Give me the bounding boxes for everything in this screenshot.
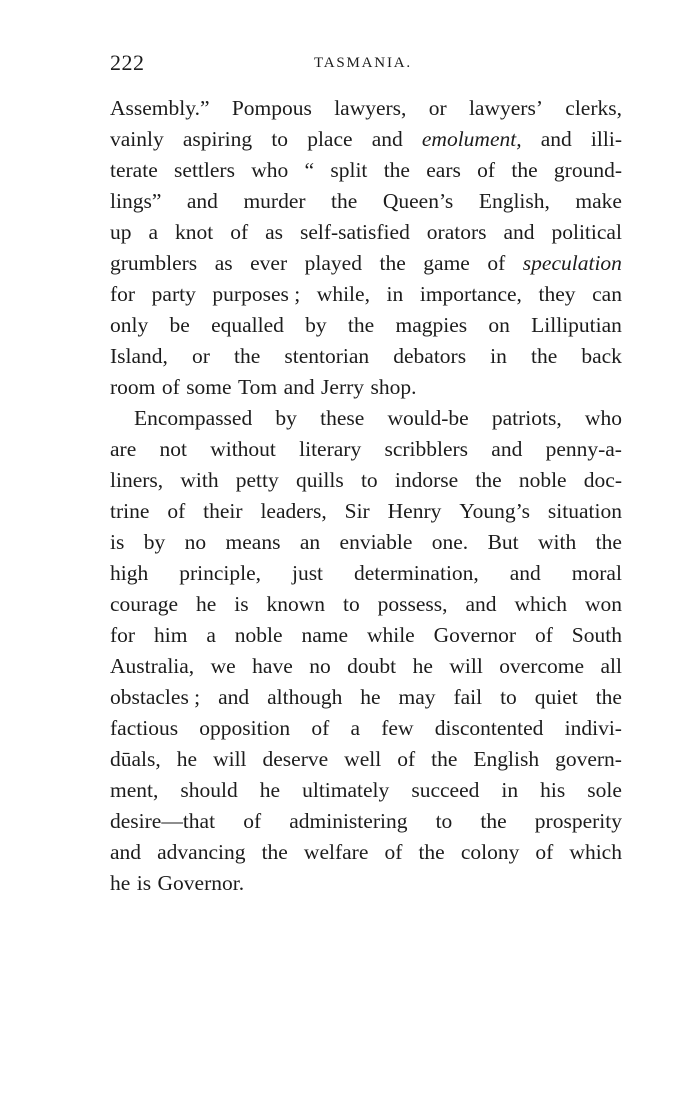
word: and — [465, 592, 497, 616]
word: just — [291, 561, 324, 585]
word: terate — [110, 158, 158, 182]
word: party — [151, 282, 196, 306]
text-line — [110, 620, 622, 651]
text-line — [110, 589, 622, 620]
word: back — [581, 344, 622, 368]
text-line — [110, 279, 622, 310]
word: importance, — [419, 282, 522, 306]
word: for — [110, 623, 136, 647]
word: obstacles ; — [110, 685, 201, 709]
word: or — [192, 344, 210, 368]
word: place — [307, 127, 353, 151]
word: ever — [250, 251, 288, 275]
word: grumblers — [110, 251, 198, 275]
word: of — [167, 499, 186, 523]
word: Assembly.” — [110, 96, 210, 120]
word: Sir — [344, 499, 370, 523]
word: no — [309, 654, 331, 678]
word: his — [540, 778, 566, 802]
text-line — [110, 372, 622, 403]
word: leaders, — [260, 499, 327, 523]
word: purposes ; — [212, 282, 301, 306]
word: he — [176, 747, 198, 771]
word: murder — [243, 189, 306, 213]
word: to — [271, 127, 289, 151]
word: and — [491, 437, 523, 461]
word: Pompous — [231, 96, 312, 120]
word: indivi- — [564, 716, 622, 740]
word: he — [195, 592, 217, 616]
text-line — [110, 341, 622, 372]
word: although — [267, 685, 343, 709]
word: and — [110, 840, 142, 864]
word: not — [159, 437, 187, 461]
word: are — [110, 437, 137, 461]
word: an — [299, 530, 321, 554]
text-line — [110, 558, 622, 589]
word: scribblers — [384, 437, 469, 461]
word: opposition — [199, 716, 291, 740]
word: he — [259, 778, 281, 802]
word: the — [480, 809, 507, 833]
word: “ — [304, 158, 315, 182]
word: Australia, — [110, 654, 195, 678]
word: the — [418, 840, 445, 864]
word: him — [153, 623, 188, 647]
word: high — [110, 561, 149, 585]
word: game — [423, 251, 470, 275]
word: But — [487, 530, 519, 554]
text-line — [110, 527, 622, 558]
word: Island, — [110, 344, 168, 368]
text-line — [110, 775, 622, 806]
word: liners, — [110, 468, 164, 492]
word: stentorian — [284, 344, 370, 368]
word: of — [397, 747, 416, 771]
text-line — [110, 713, 622, 744]
word: illi- — [590, 127, 622, 151]
word: sole — [587, 778, 622, 802]
word: the — [331, 189, 358, 213]
text-line — [110, 868, 622, 899]
word: they — [538, 282, 576, 306]
word: of — [243, 809, 262, 833]
word: of — [535, 840, 554, 864]
word: Young’s — [459, 499, 530, 523]
word: clerks, — [565, 96, 622, 120]
word: in — [490, 344, 507, 368]
word: doc- — [583, 468, 622, 492]
word: for — [110, 282, 136, 306]
word: of — [477, 158, 496, 182]
word: equalled — [211, 313, 284, 337]
word: penny-a- — [545, 437, 622, 461]
word: Henry — [387, 499, 442, 523]
text-line — [110, 155, 622, 186]
word: the — [234, 344, 261, 368]
word: while, — [316, 282, 370, 306]
word: split — [330, 158, 368, 182]
word: vainly — [110, 127, 164, 151]
word: ultimately — [302, 778, 390, 802]
word: principle, — [179, 561, 261, 585]
word: to — [435, 809, 453, 833]
word: the — [383, 158, 410, 182]
word: aspiring — [182, 127, 253, 151]
word: played — [304, 251, 362, 275]
word: emolument, — [421, 127, 522, 151]
word: Encompassed — [134, 406, 253, 430]
word: overcome — [499, 654, 585, 678]
word: room — [110, 375, 156, 399]
word: make — [575, 189, 622, 213]
text-line — [110, 310, 622, 341]
word: well — [344, 747, 382, 771]
word: courage — [110, 592, 179, 616]
word: patriots, — [491, 406, 562, 430]
word: of — [534, 623, 553, 647]
word: noble — [234, 623, 283, 647]
word: Queen’s — [382, 189, 454, 213]
text-line — [110, 682, 622, 713]
word: and — [283, 375, 315, 399]
running-title: TASMANIA. — [314, 55, 412, 71]
word: of — [384, 840, 403, 864]
word: factious — [110, 716, 179, 740]
word: is — [110, 530, 125, 554]
word: possess, — [377, 592, 448, 616]
word: or — [428, 96, 447, 120]
word: few — [381, 716, 414, 740]
word: moral — [571, 561, 622, 585]
text-line — [110, 806, 622, 837]
word: which — [569, 840, 622, 864]
word: Tom — [238, 375, 278, 399]
word: administering — [289, 809, 408, 833]
word: to — [360, 468, 378, 492]
word: he — [360, 685, 381, 709]
word: indorse — [394, 468, 459, 492]
word: by — [305, 313, 327, 337]
text-line — [110, 744, 622, 775]
word: the — [595, 530, 622, 554]
word: he — [110, 871, 131, 895]
word: these — [320, 406, 365, 430]
word: be — [169, 313, 190, 337]
page-header — [110, 50, 622, 80]
text-line — [110, 465, 622, 496]
word: which — [514, 592, 567, 616]
word: who — [251, 158, 289, 182]
word: have — [252, 654, 293, 678]
word: as — [214, 251, 233, 275]
word: will — [449, 654, 483, 678]
body-text — [110, 93, 622, 899]
word: a — [148, 220, 159, 244]
word: quiet — [534, 685, 578, 709]
word: magpies — [395, 313, 468, 337]
word: in — [386, 282, 404, 306]
word: the — [261, 840, 288, 864]
word: name — [301, 623, 349, 647]
word: with — [538, 530, 577, 554]
word: who — [584, 406, 622, 430]
word: and — [371, 127, 403, 151]
word: ground- — [553, 158, 622, 182]
word: of — [487, 251, 506, 275]
text-line — [110, 434, 622, 465]
word: situation — [547, 499, 622, 523]
word: and — [503, 220, 535, 244]
word: may — [398, 685, 436, 709]
word: petty — [235, 468, 279, 492]
word: on — [488, 313, 510, 337]
word: the — [595, 685, 622, 709]
word: up — [110, 220, 132, 244]
word: he — [412, 654, 433, 678]
word: lawyers, — [334, 96, 407, 120]
word: colony — [460, 840, 520, 864]
word: of — [311, 716, 330, 740]
text-line — [110, 651, 622, 682]
word: the — [511, 158, 538, 182]
word: literary — [299, 437, 362, 461]
text-line — [110, 217, 622, 248]
word: South — [571, 623, 622, 647]
word: a — [350, 716, 361, 740]
word: the — [379, 251, 406, 275]
word: prosperity — [534, 809, 622, 833]
word: fail — [453, 685, 483, 709]
word: English — [473, 747, 540, 771]
word: ears — [426, 158, 461, 182]
word: to — [500, 685, 517, 709]
word: advancing — [157, 840, 246, 864]
text-line — [110, 837, 622, 868]
word: to — [342, 592, 360, 616]
word: determination, — [354, 561, 479, 585]
word: and — [509, 561, 541, 585]
word: would-be — [387, 406, 469, 430]
word: succeed — [411, 778, 480, 802]
word: as — [265, 220, 283, 244]
word: Lilliputian — [531, 313, 622, 337]
word: discontented — [434, 716, 544, 740]
word: doubt — [347, 654, 397, 678]
word: all — [600, 654, 622, 678]
word: political — [551, 220, 622, 244]
word: shop. — [370, 375, 417, 399]
word: and — [218, 685, 250, 709]
word: Jerry — [321, 375, 365, 399]
word: of — [230, 220, 249, 244]
word: we — [210, 654, 236, 678]
word: only — [110, 313, 149, 337]
text-line — [110, 248, 622, 279]
word: with — [180, 468, 219, 492]
word: knot — [174, 220, 214, 244]
word: deserve — [262, 747, 329, 771]
word: means — [225, 530, 281, 554]
word: speculation — [522, 251, 622, 275]
word: dūals, — [110, 747, 161, 771]
text-line — [110, 124, 622, 155]
word: noble — [518, 468, 567, 492]
word: their — [203, 499, 243, 523]
word: no — [184, 530, 207, 554]
word: the — [475, 468, 502, 492]
word: enviable — [339, 530, 413, 554]
word: trine — [110, 499, 150, 523]
word: settlers — [174, 158, 235, 182]
word: self-satisfied — [299, 220, 410, 244]
word: without — [210, 437, 276, 461]
word: quills — [295, 468, 344, 492]
word: lings” — [110, 189, 162, 213]
word: one. — [431, 530, 469, 554]
word: in — [501, 778, 519, 802]
text-line — [110, 93, 622, 124]
word: orators — [426, 220, 487, 244]
word: and — [186, 189, 218, 213]
word: lawyers’ — [468, 96, 543, 120]
word: known — [266, 592, 326, 616]
word: is — [234, 592, 249, 616]
word: is — [136, 871, 152, 895]
word: English, — [478, 189, 550, 213]
word: welfare — [303, 840, 369, 864]
word: some — [186, 375, 232, 399]
word: and — [540, 127, 572, 151]
word: the — [530, 344, 558, 368]
word: a — [206, 623, 216, 647]
word: desire—that — [110, 809, 216, 833]
word: won — [584, 592, 622, 616]
word: while — [366, 623, 415, 647]
word: should — [180, 778, 238, 802]
word: debators — [393, 344, 467, 368]
word: ment, — [110, 778, 159, 802]
word: can — [592, 282, 622, 306]
text-line — [110, 403, 622, 434]
text-line — [110, 496, 622, 527]
word: Governor — [433, 623, 517, 647]
word: the — [431, 747, 458, 771]
word: by — [275, 406, 297, 430]
word: the — [347, 313, 375, 337]
word: Governor. — [157, 871, 245, 895]
word: will — [213, 747, 247, 771]
word: govern- — [555, 747, 622, 771]
word: by — [143, 530, 166, 554]
text-line — [110, 186, 622, 217]
word: of — [161, 375, 180, 399]
page-number: 222 — [110, 50, 145, 75]
